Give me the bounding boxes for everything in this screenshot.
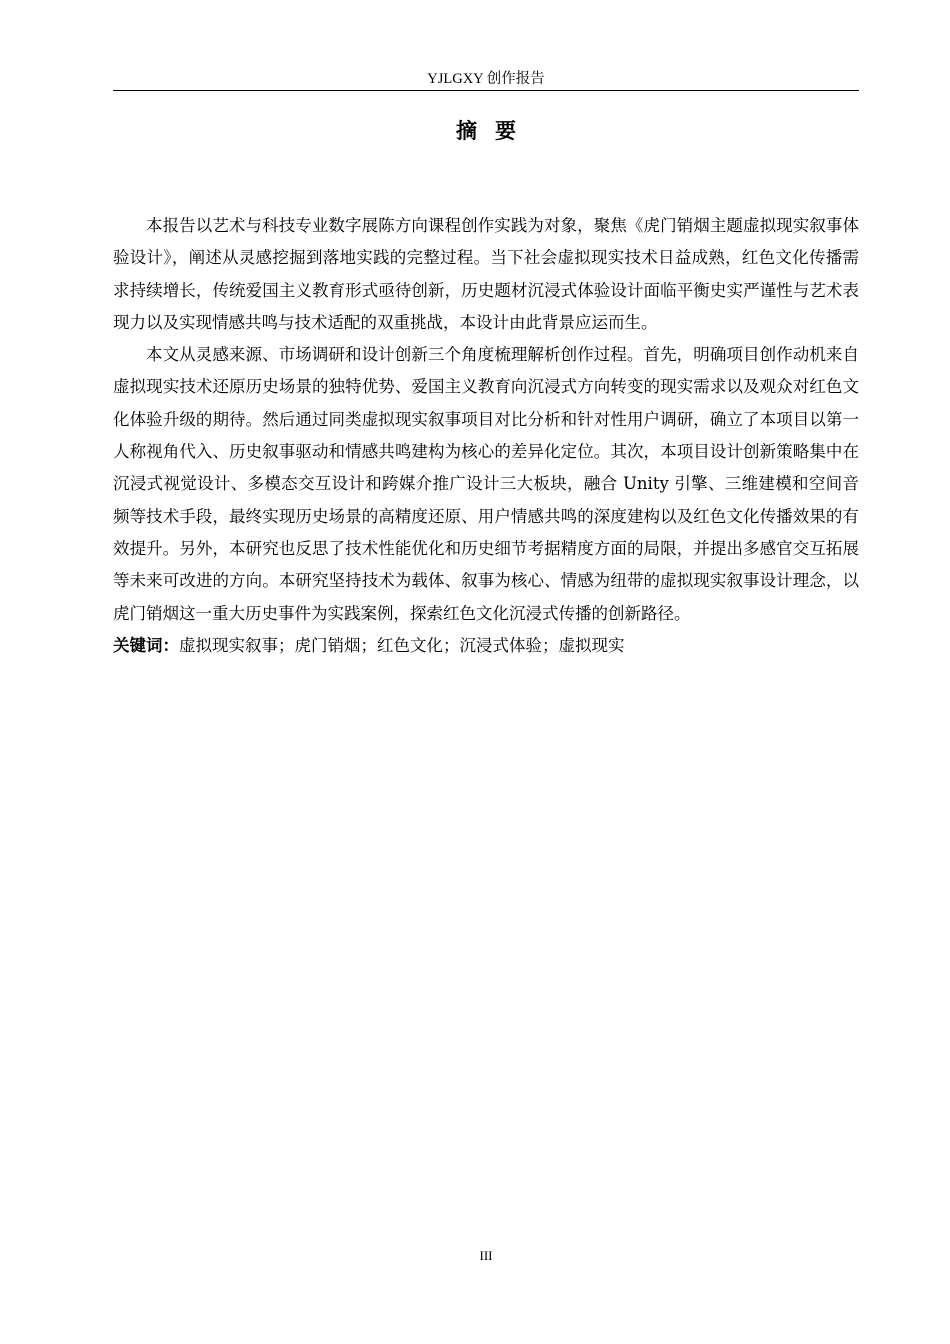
abstract-body: [113, 210, 859, 662]
running-header: YJLGXY 创作报告: [427, 71, 545, 87]
header-rule: [113, 90, 859, 91]
abstract-paragraph-1: 本报告以艺术与科技专业数字展陈方向课程创作实践为对象，聚焦《虎门销烟主题虚拟现实叙事体验设计》，阐述从灵感挖掘到落地实践的完整过程。当下社会虚拟现实技术日益成熟，红色文化传播需求持续增长，传统爱国主义教育形式亟待创新，历史题材沉浸式体验设计面临平衡史实严谨性与艺术表现力以及实现情感共鸣与技术适配的双重挑战，本设计由此背景应运而生。: [113, 216, 859, 332]
keywords-label: 关键词：: [113, 635, 179, 655]
abstract-title: 摘要: [456, 118, 534, 143]
keywords-line: [113, 630, 859, 662]
page-number: III: [479, 1248, 493, 1263]
keywords-value: 虚拟现实叙事；虎门销烟；红色文化；沉浸式体验；虚拟现实: [179, 635, 625, 655]
abstract-paragraph-2: 本文从灵感来源、市场调研和设计创新三个角度梳理解析创作过程。首先，明确项目创作动机来自虚拟现实技术还原历史场景的独特优势、爱国主义教育向沉浸式方向转变的现实需求以及观众对红色文化体验升级的期待。然后通过同类虚拟现实叙事项目对比分析和针对性用户调研，确立了本项目以第一人称视角代入、历史叙事驱动和情感共鸣建构为核心的差异化定位。其次，本项目设计创新策略集中在沉浸式视觉设计、多模态交互设计和跨媒介推广设计三大板块，融合 Unity 引擎、三维建模和空间音频等技术手段，最终实现历史场景的高精度还原、用户情感共鸣的深度建构以及红色文化传播效果的有效提升。另外，本研究也反思了技术性能优化和历史细节考据精度方面的局限，并提出多感官交互拓展等未来可改进的方向。本研究坚持技术为载体、叙事为核心、情感为纽带的虚拟现实叙事设计理念，以虎门销烟这一重大历史事件为实践案例，探索红色文化沉浸式传播的创新路径。: [113, 345, 859, 623]
